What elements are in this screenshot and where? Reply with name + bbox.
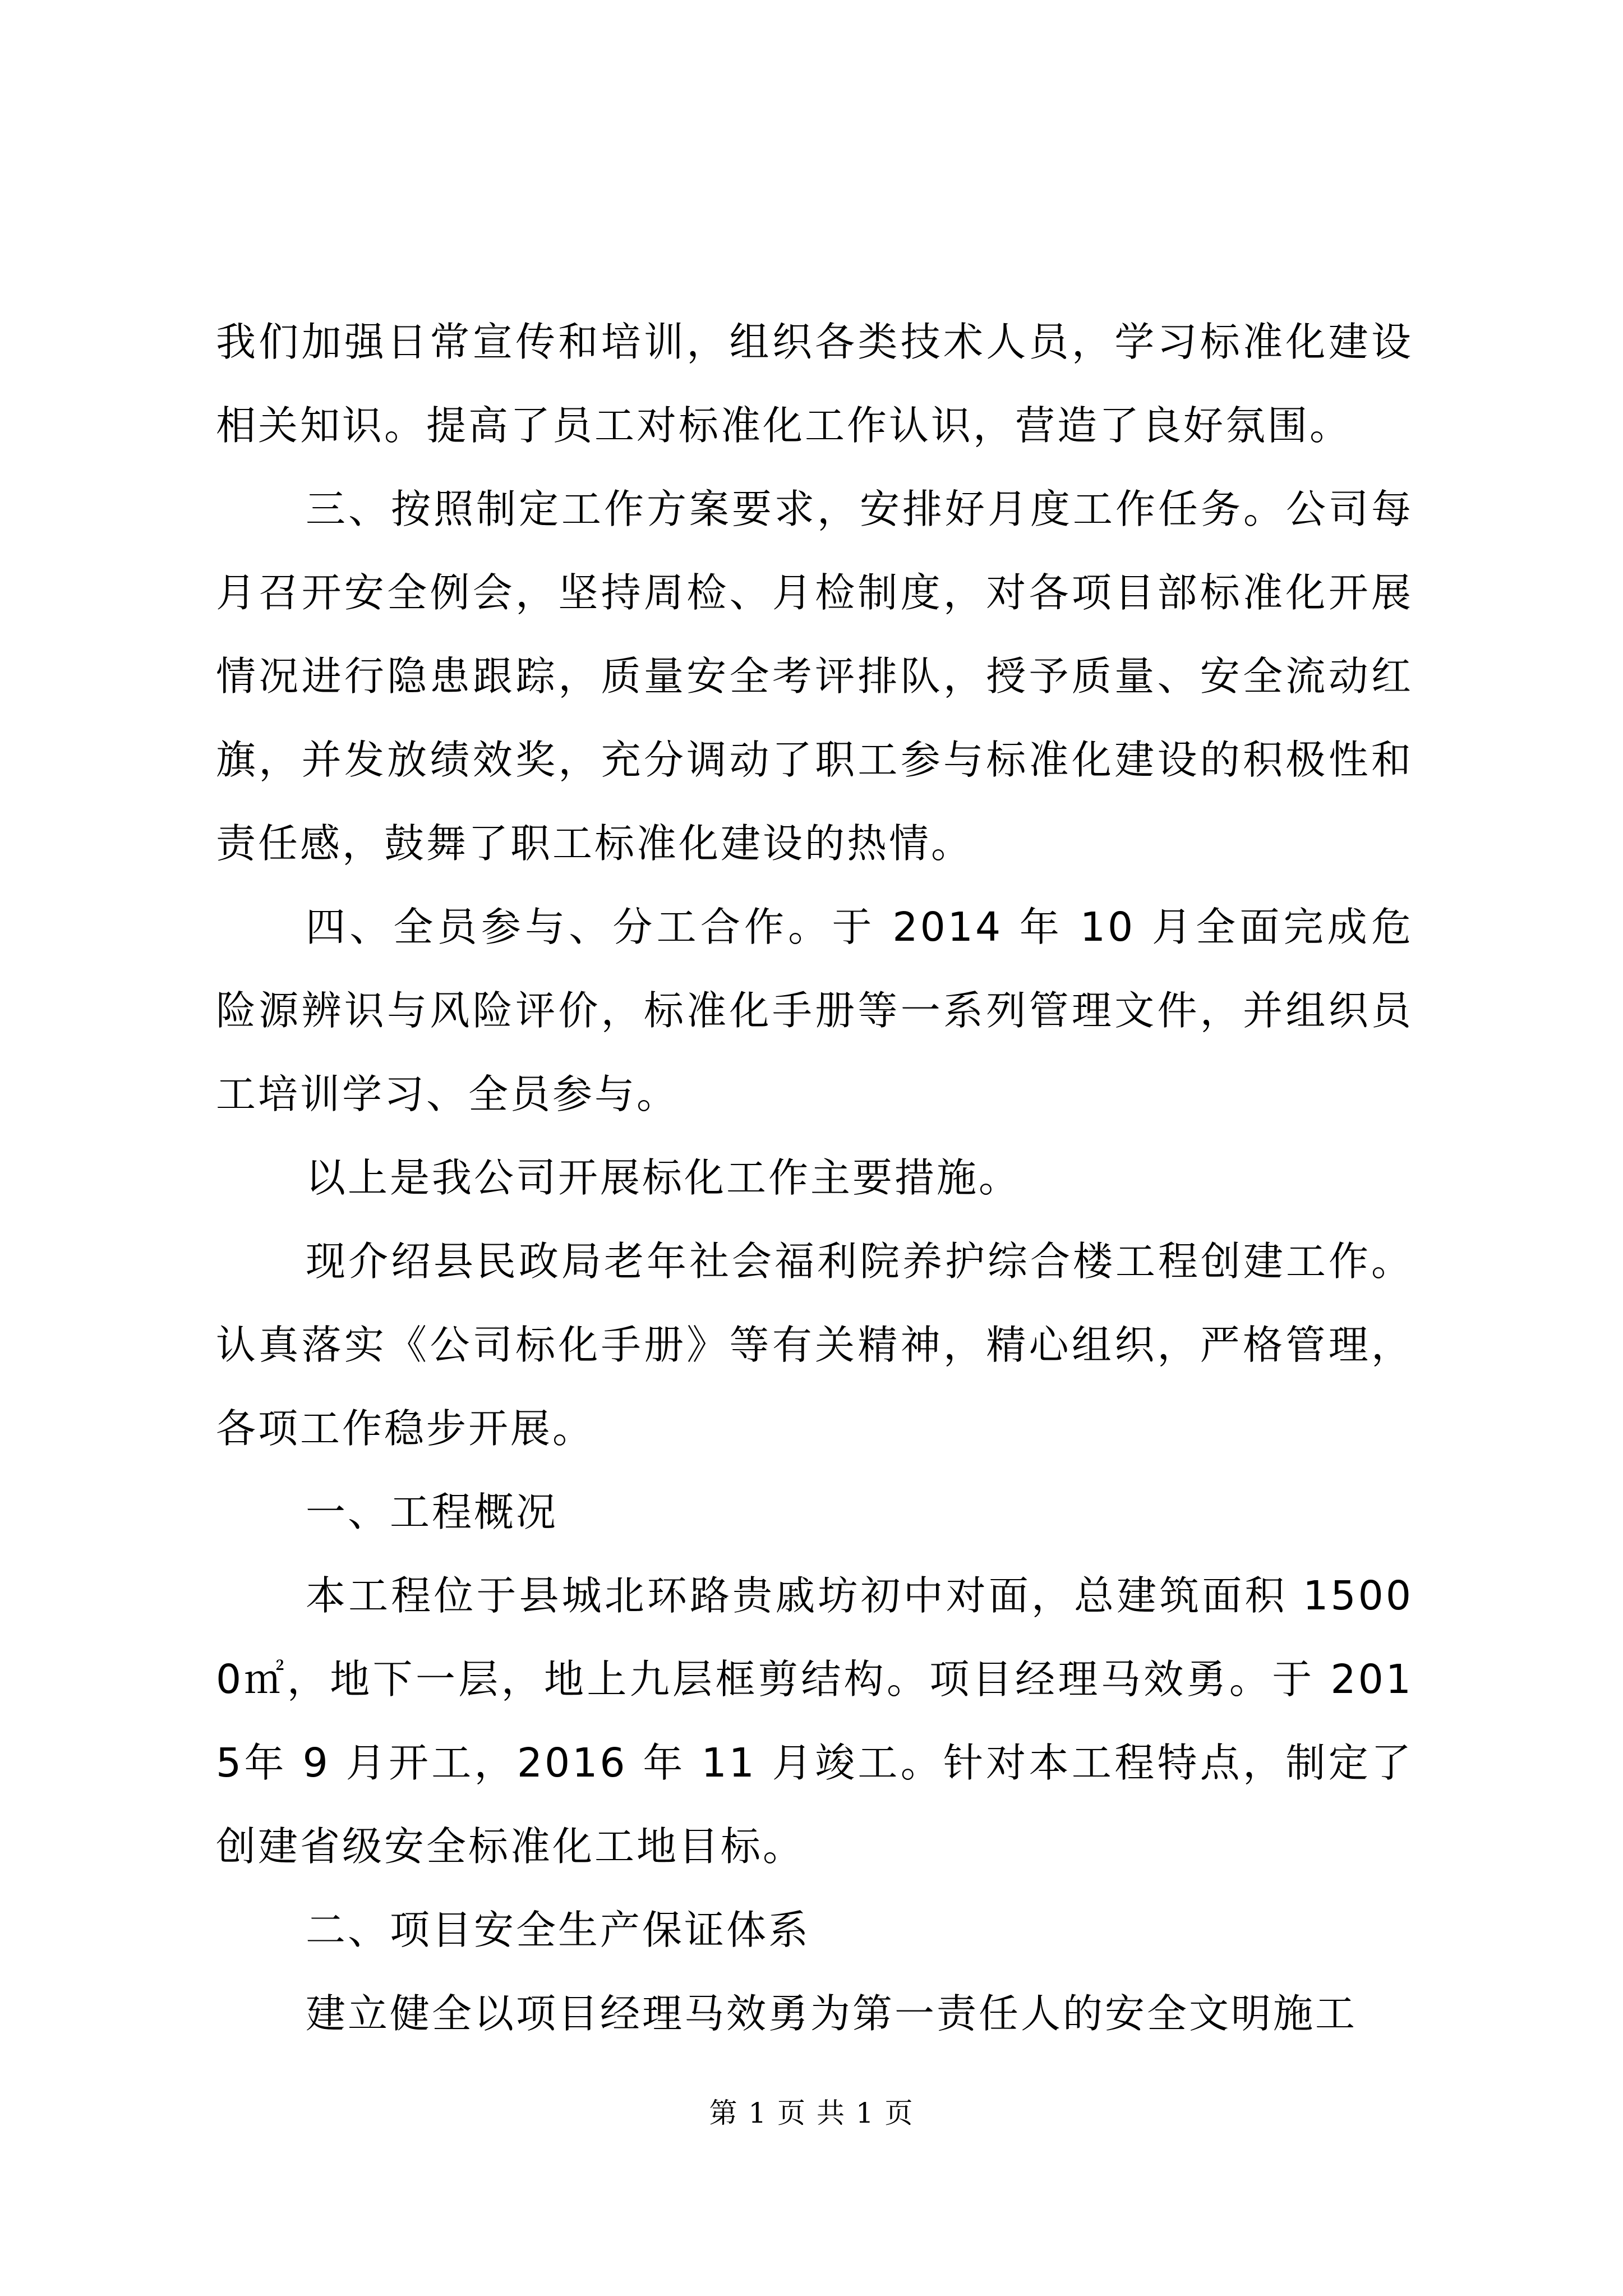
paragraph-7: 本工程位于县城北环路贵戚坊初中对面，总建筑面积 15000㎡，地下一层，地上九层框剪结构。项目经理马效勇。于 2015年 9 月开工，2016 年 11 月竣工。针对本工程特点，制定了创建省级安全标准化工地目标。 (216, 1572, 1413, 1870)
page-number-label: 第 1 页 共 1 页 (709, 2097, 914, 2129)
document-body (216, 300, 1413, 2055)
section-heading-safety-system: 二、项目安全生产保证体系 (306, 1907, 811, 1953)
section-heading-project-overview: 一、工程概况 (306, 1489, 559, 1535)
paragraph-1: 我们加强日常宣传和培训，组织各类技术人员，学习标准化建设相关知识。提高了员工对标准化工作认识，营造了良好氛围。 (216, 319, 1413, 449)
paragraph-9: 建立健全以项目经理马效勇为第一责任人的安全文明施工 (306, 1990, 1358, 2037)
page-footer (0, 2093, 1623, 2133)
paragraph-5: 现介绍县民政局老年社会福利院养护综合楼工程创建工作。认真落实《公司标化手册》等有关精神，精心组织，严格管理，各项工作稳步开展。 (216, 1238, 1413, 1452)
paragraph-2: 三、按照制定工作方案要求，安排好月度工作任务。公司每月召开安全例会，坚持周检、月检制度，对各项目部标准化开展情况进行隐患跟踪，质量安全考评排队，授予质量、安全流动红旗，并发放绩效奖，充分调动了职工参与标准化建设的积极性和责任感，鼓舞了职工标准化建设的热情。 (216, 486, 1413, 867)
paragraph-3: 四、全员参与、分工合作。于 2014 年 10 月全面完成危险源辨识与风险评价，标准化手册等一系列管理文件，并组织员工培训学习、全员参与。 (216, 904, 1413, 1117)
paragraph-4: 以上是我公司开展标化工作主要措施。 (306, 1154, 1021, 1201)
